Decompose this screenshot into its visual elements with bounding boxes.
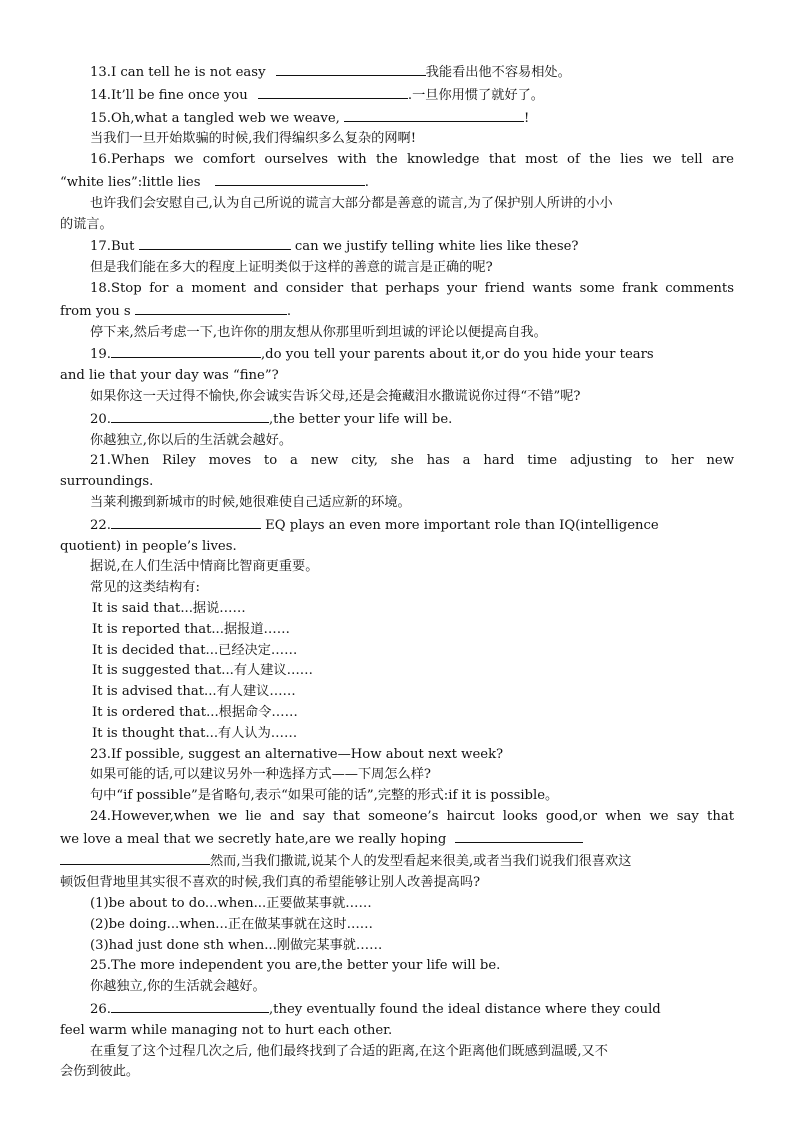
blank-17 (139, 235, 291, 250)
item-19-translation: 如果你这一天过得不愉快,你会诚实告诉父母,还是会掩藏泪水撒谎说你过得“不错”呢? (90, 388, 581, 404)
item-15-end: ! (524, 110, 530, 126)
item-23-note: 句中“if possible”是省略句,表示“如果可能的话”,完整的形式:if it is possible。 (90, 788, 559, 804)
item-23-translation: 如果可能的话,可以建议另外一种选择方式——下周怎么样? (90, 767, 431, 783)
item-19-text: ,do you tell your parents about it,or do you hide your tears (260, 347, 654, 363)
item-24-line-1: 24.However,when we lie and say that someone’s haircut looks good,or when we say that (90, 808, 734, 824)
item-18-line-1: 18.Stop for a moment and consider that perhaps your friend wants some frank comments (90, 280, 734, 296)
item-16-end: . (364, 174, 369, 190)
item-19-line-2: and lie that your day was “fine”? (60, 368, 279, 384)
item-14-text: 14.It’ll be fine once you (90, 87, 252, 103)
item-22-text: EQ plays an even more important role than IQ(intelligence (260, 517, 659, 533)
item-19-line-1 (60, 343, 734, 366)
pattern-item: (1)be about to do...when...正要做某事就…… (90, 896, 372, 912)
item-18-end: . (286, 303, 292, 319)
item-22-line-1 (60, 514, 734, 537)
blank-24b (60, 850, 210, 865)
blank-24a (455, 828, 583, 843)
item-16-line-2 (60, 171, 734, 194)
item-26-text: ,they eventually found the ideal distance where they could (268, 1002, 661, 1018)
item-24-translation-1: 然而,当我们撒谎,说某个人的发型看起来很美,或者当我们说我们很喜欢这 (210, 854, 632, 870)
item-24-translation-2: 顿饭但背地里其实很不喜欢的时候,我们真的希望能够让别人改善提高吗? (60, 875, 481, 891)
blank-14 (258, 84, 408, 99)
item-20-text: ,the better your life will be. (268, 411, 453, 427)
blank-15 (344, 107, 524, 122)
item-13-translation: 我能看出他不容易相处。 (425, 65, 571, 80)
structure-item: It is ordered that...根据命令…… (92, 704, 298, 720)
item-24-line-2 (60, 828, 734, 851)
item-21-line-2: surroundings. (60, 474, 154, 490)
item-26-translation-1: 在重复了这个过程几次之后, 他们最终找到了合适的距离,在这个距离他们既感到温暖,又不 (90, 1043, 608, 1059)
structure-item: It is advised that...有人建议…… (92, 684, 296, 700)
structure-item: It is reported that...据报道…… (92, 621, 290, 637)
item-17-text-b: can we justify telling white lies like these? (290, 239, 579, 255)
item-23: 23.If possible, suggest an alternative—How about next week? (90, 746, 504, 762)
pattern-item: (2)be doing...when...正在做某事就在这时…… (90, 916, 373, 932)
item-21-translation: 当莱利搬到新城市的时候,她很难使自己适应新的环境。 (90, 494, 411, 510)
item-19-number: 19. (90, 347, 111, 363)
blank-16 (215, 171, 365, 186)
structure-item: It is suggested that...有人建议…… (92, 663, 313, 679)
item-13-text: 13.I can tell he is not easy (90, 65, 270, 80)
item-15-text: 15.Oh,what a tangled web we weave, (90, 110, 345, 126)
item-20 (60, 408, 734, 431)
item-14-translation: .一旦你用惯了就好了。 (407, 87, 544, 103)
structure-item: It is decided that...已经决定…… (92, 642, 298, 658)
item-26-number: 26. (90, 1002, 111, 1018)
item-20-translation: 你越独立,你以后的生活就会越好。 (90, 432, 293, 448)
item-22-number: 22. (90, 517, 111, 533)
blank-18 (135, 300, 287, 315)
blank-13 (276, 61, 426, 76)
item-17-text-a: 17.But (90, 239, 139, 255)
item-25-translation: 你越独立,你的生活就会越好。 (90, 979, 266, 995)
item-15-translation: 当我们一旦开始欺骗的时候,我们得编织多么复杂的网啊! (90, 131, 416, 147)
item-16-translation-2: 的谎言。 (60, 216, 113, 232)
common-structures-heading: 常见的这类结构有: (90, 580, 200, 596)
blank-26 (111, 998, 269, 1013)
item-16-line-1: 16.Perhaps we comfort ourselves with the knowledge that most of the lies we tell are (90, 152, 734, 168)
item-16-translation-1: 也许我们会安慰自己,认为自己所说的谎言大部分都是善意的谎言,为了保护别人所讲的小小 (90, 195, 613, 211)
structure-item: It is said that...据说…… (92, 600, 246, 616)
blank-22 (111, 514, 261, 529)
item-26-line-1 (60, 998, 734, 1021)
item-18-translation: 停下来,然后考虑一下,也许你的朋友想从你那里听到坦诚的评论以便提高自我。 (90, 324, 547, 340)
document-page (60, 61, 734, 1083)
item-18-text: from you s (60, 303, 135, 319)
item-14 (60, 84, 734, 107)
item-15 (60, 107, 734, 130)
item-24-line-3 (60, 850, 734, 873)
item-20-number: 20. (90, 411, 111, 427)
item-21-line-1: 21.When Riley moves to a new city, she has a hard time adjusting to her new (90, 453, 734, 469)
item-25: 25.The more independent you are,the better your life will be. (90, 958, 501, 974)
blank-20 (111, 408, 269, 423)
structure-item: It is thought that...有人认为…… (92, 725, 298, 741)
item-26-line-2: feel warm while managing not to hurt each other. (60, 1022, 393, 1038)
blank-19 (111, 343, 261, 358)
item-13 (60, 61, 734, 84)
item-18-line-2 (60, 300, 734, 323)
item-24-text: we love a meal that we secretly hate,are we really hoping (60, 831, 451, 847)
item-17-translation: 但是我们能在多大的程度上证明类似于这样的善意的谎言是正确的呢? (90, 260, 493, 276)
pattern-item: (3)had just done sth when...刚做完某事就…… (90, 937, 383, 953)
item-26-translation-2: 会伤到彼此。 (60, 1064, 140, 1080)
item-16-text: “white lies”:little lies (60, 174, 205, 190)
item-17 (60, 235, 734, 258)
item-22-translation: 据说,在人们生活中情商比智商更重要。 (90, 559, 319, 575)
item-22-line-2: quotient) in people’s lives. (60, 538, 237, 554)
